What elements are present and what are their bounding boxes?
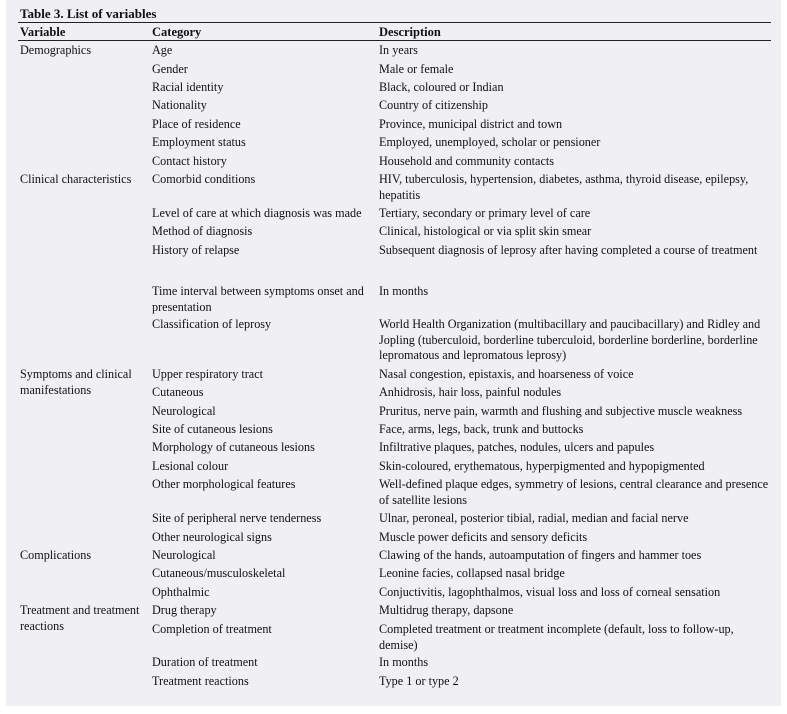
cell-category: Site of cutaneous lesions bbox=[152, 422, 273, 436]
cell-category: Other neurological signs bbox=[152, 530, 272, 544]
cell-variable: Complications bbox=[20, 548, 92, 562]
cell-category: History of relapse bbox=[152, 243, 240, 257]
cell-description: Conjuctivitis, lagophthalmos, visual loss and loss of corneal sensation bbox=[379, 585, 721, 599]
cell-category: Ophthalmic bbox=[152, 585, 210, 599]
cell-variable: Clinical characteristics bbox=[20, 172, 132, 186]
cell-category: Level of care at which diagnosis was made bbox=[152, 206, 362, 220]
cell-description: Employed, unemployed, scholar or pensioner bbox=[379, 135, 601, 149]
header-rule bbox=[18, 40, 771, 41]
cell-description: In years bbox=[379, 43, 418, 57]
cell-description: Clinical, histological or via split skin smear bbox=[379, 224, 592, 238]
cell-category: Other morphological features bbox=[152, 477, 296, 491]
cell-category: Time interval between symptoms onset and presentation bbox=[152, 284, 364, 314]
cell-description: Household and community contacts bbox=[379, 154, 554, 168]
cell-category: Employment status bbox=[152, 135, 246, 149]
cell-description: HIV, tuberculosis, hypertension, diabetes, asthma, thyroid disease, epilepsy, hepatitis bbox=[379, 172, 749, 202]
cell-category: Morphology of cutaneous lesions bbox=[152, 440, 315, 454]
cell-description: Nasal congestion, epistaxis, and hoarseness of voice bbox=[379, 367, 634, 381]
cell-category: Neurological bbox=[152, 548, 216, 562]
cell-description: Ulnar, peroneal, posterior tibial, radial, median and facial nerve bbox=[379, 511, 689, 525]
cell-description: Type 1 or type 2 bbox=[379, 674, 459, 688]
cell-category: Duration of treatment bbox=[152, 655, 258, 669]
cell-description: Country of citizenship bbox=[379, 98, 488, 112]
cell-category: Contact history bbox=[152, 154, 227, 168]
cell-description: Anhidrosis, hair loss, painful nodules bbox=[379, 385, 562, 399]
cell-description: Male or female bbox=[379, 62, 454, 76]
cell-description: Muscle power deficits and sensory deficits bbox=[379, 530, 588, 544]
cell-description: Pruritus, nerve pain, warmth and flushing and subjective muscle weakness bbox=[379, 404, 743, 418]
cell-description: Skin-coloured, erythematous, hyperpigmented and hypopigmented bbox=[379, 459, 705, 473]
cell-category: Site of peripheral nerve tenderness bbox=[152, 511, 322, 525]
cell-category: Classification of leprosy bbox=[152, 317, 272, 331]
cell-category: Place of residence bbox=[152, 117, 241, 131]
cell-description: World Health Organization (multibacillary and paucibacillary) and Ridley and Jopling (tuberculoid, borderline tuberculoid, borderline borderline, borderline lepromatous and lepromatous leprosy) bbox=[379, 317, 761, 363]
cell-category: Lesional colour bbox=[152, 459, 229, 473]
cell-category: Cutaneous bbox=[152, 385, 204, 399]
cell-category: Racial identity bbox=[152, 80, 224, 94]
cell-description: Leonine facies, collapsed nasal bridge bbox=[379, 566, 565, 580]
cell-description: Face, arms, legs, back, trunk and buttocks bbox=[379, 422, 584, 436]
cell-category: Drug therapy bbox=[152, 603, 217, 617]
cell-variable: Symptoms and clinical manifestations bbox=[20, 367, 132, 397]
cell-description: Infiltrative plaques, patches, nodules, ulcers and papules bbox=[379, 440, 655, 454]
cell-category: Nationality bbox=[152, 98, 207, 112]
cell-description: Black, coloured or Indian bbox=[379, 80, 504, 94]
cell-category: Upper respiratory tract bbox=[152, 367, 263, 381]
header-category: Category bbox=[152, 25, 202, 39]
cell-category: Neurological bbox=[152, 404, 216, 418]
cell-category: Treatment reactions bbox=[152, 674, 249, 688]
cell-category: Comorbid conditions bbox=[152, 172, 256, 186]
cell-variable: Treatment and treatment reactions bbox=[20, 603, 140, 633]
table-title: Table 3. List of variables bbox=[20, 6, 157, 21]
cell-description: Well-defined plaque edges, symmetry of lesions, central clearance and presence of satellite lesions bbox=[379, 477, 769, 507]
top-rule bbox=[18, 22, 771, 23]
cell-category: Age bbox=[152, 43, 173, 57]
cell-description: Completed treatment or treatment incomplete (default, loss to follow-up, demise) bbox=[379, 622, 734, 652]
cell-description: Province, municipal district and town bbox=[379, 117, 563, 131]
cell-description: In months bbox=[379, 655, 429, 669]
cell-description: Clawing of the hands, autoamputation of fingers and hammer toes bbox=[379, 548, 702, 562]
cell-description: In months bbox=[379, 284, 429, 298]
cell-description: Tertiary, secondary or primary level of care bbox=[379, 206, 591, 220]
cell-category: Gender bbox=[152, 62, 188, 76]
cell-category: Cutaneous/musculoskeletal bbox=[152, 566, 286, 580]
header-variable: Variable bbox=[20, 25, 66, 39]
cell-category: Completion of treatment bbox=[152, 622, 272, 636]
cell-description: Multidrug therapy, dapsone bbox=[379, 603, 514, 617]
header-description: Description bbox=[379, 25, 441, 39]
cell-category: Method of diagnosis bbox=[152, 224, 253, 238]
cell-variable: Demographics bbox=[20, 43, 92, 57]
cell-description: Subsequent diagnosis of leprosy after having completed a course of treatment bbox=[379, 243, 758, 257]
